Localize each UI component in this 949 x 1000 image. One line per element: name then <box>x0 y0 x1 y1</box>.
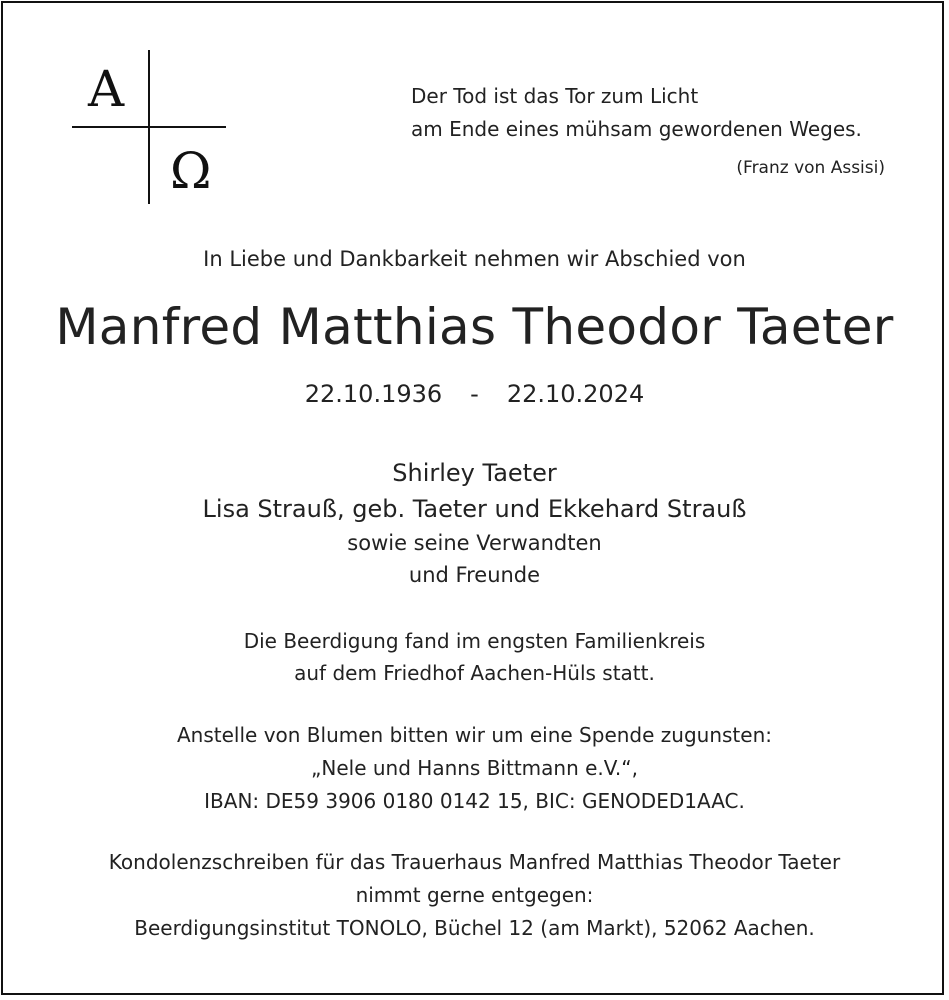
deceased-name: Manfred Matthias Theodor Taeter <box>55 298 894 356</box>
mourner-line-3: sowie seine Verwandten <box>347 531 602 555</box>
mourner-line-1: Shirley Taeter <box>392 459 557 487</box>
alpha-symbol: A <box>88 60 125 118</box>
death-date: 22.10.2024 <box>506 380 645 408</box>
birth-date: 22.10.1936 <box>304 380 443 408</box>
quote-line-2: am Ende eines mühsam gewordenen Weges. <box>411 117 862 141</box>
donation-info <box>0 719 949 818</box>
donation-bank-details: IBAN: DE59 3906 0180 0142 15, BIC: GENODED1AAC. <box>204 789 745 813</box>
omega-symbol: Ω <box>170 142 212 200</box>
donation-line-2: „Nele und Hanns Bittmann e.V.“, <box>311 756 638 780</box>
funeral-line-2: auf dem Friedhof Aachen-Hüls statt. <box>294 661 655 685</box>
cross-horizontal-bar <box>72 126 226 128</box>
mourner-line-2: Lisa Strauß, geb. Taeter und Ekkehard Strauß <box>202 495 747 523</box>
quote-author: (Franz von Assisi) <box>736 158 885 178</box>
mourner-line-4: und Freunde <box>408 563 541 587</box>
quote-block <box>411 80 862 146</box>
quote-line-1: Der Tod ist das Tor zum Licht <box>411 84 699 108</box>
alpha-omega-cross-emblem <box>72 50 226 204</box>
funeral-home-address: Beerdigungsinstitut TONOLO, Büchel 12 (am Markt), 52062 Aachen. <box>134 916 815 940</box>
intro-text: In Liebe und Dankbarkeit nehmen wir Abschied von <box>203 247 746 271</box>
date-separator: - <box>470 380 479 408</box>
funeral-line-1: Die Beerdigung fand im engsten Familienkreis <box>243 629 706 653</box>
funeral-info <box>0 625 949 689</box>
mourners-block <box>0 455 949 591</box>
condolence-info <box>0 846 949 945</box>
donation-line-1: Anstelle von Blumen bitten wir um eine Spende zugunsten: <box>177 723 772 747</box>
life-dates <box>0 380 949 408</box>
condolence-line-1: Kondolenzschreiben für das Trauerhaus Manfred Matthias Theodor Taeter <box>108 850 841 874</box>
condolence-line-2: nimmt gerne entgegen: <box>355 883 594 907</box>
